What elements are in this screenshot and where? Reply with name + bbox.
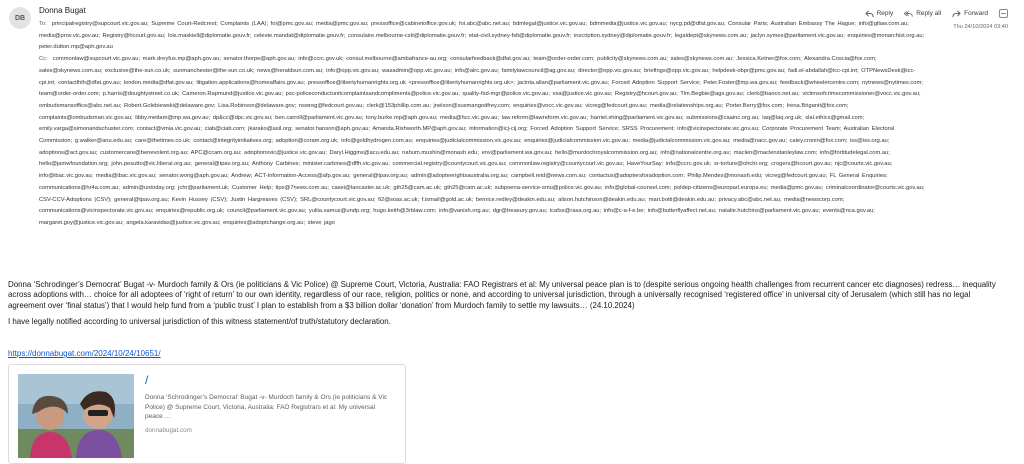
preview-thumbnail (18, 374, 134, 458)
sender-name[interactable]: Donna Bugat (39, 6, 86, 15)
body-paragraph-2: I have legally notified according to universal jurisdiction of this witness statement/of truth/statutory declaration. (8, 317, 391, 327)
avatar[interactable] (9, 7, 31, 29)
forward-button[interactable] (952, 10, 988, 18)
recipients (39, 19, 927, 230)
reply-all-button[interactable] (904, 10, 941, 18)
cc-label: Cc: (39, 56, 48, 63)
timestamp: Thu 24/10/2024 03:40 (953, 24, 1008, 30)
cc-recipients[interactable]: commonlaw@supcourt.vic.gov.au; mark.dreyfus.mp@aph.gov.au; senator.thorpe@aph.gov.au; info@ccrc.gov.uk; consul.melbourne@ambafrance-au.org; consularfeedback@dfat.gov.au; team@order-order.com; publicity@skynews.com.au; sales@skynews.com.au; Jessica.Ketner@fox.com; Alexandra.Coscia@fox.com; sales@skynews.com.au; exclusive@the-sun.co.uk; sunmanchester@the-sun.co.uk; news@heraldsun.com.au; info@opp.vic.gov.au; wasadmin@opp.vic.gov.au; info@alrc.gov.au; familylawcouncil@ag.gov.au; director@opp.vic.gov.au; briefings@opp.vic.gov.au; helpdesk-obpr@pmc.gov.au; fadi.el-abdallah@icc-cpi.int; OTPNewsDesk@icc-cpi.int; contactlhlh@dfat.gov.au; london.media@dfat.gov.au; litigation.applications@homeaffairs.gov.au; pressoffice@libertyhumanrights.org.uk <pressoffice@libertyhumanrights.org.uk>; jacinta.allan@parliament.vic.gov.au; Forced Adoption Support Service; Peter.Foster@mp.wa.gov.au; feedback@wheelercentre.com; nytnews@nytimes.com; team@order-order.com; p.harris@doughtystreet.co.uk; Cameron.Rapmund@justice.vic.gov.au; psc-policeconductunitcomplaintsandcompliments@police.vic.gov.au; quality-fsd-mgr@police.vic.gov.au; vsa@justice.vic.gov.au; Registry@hcourt.gov.au; Tim.Begbie@ags.gov.au; clerk@banco.net.au; victimsofcrimecommissioner@vocc.vic.gov.au; ombudsmansoffice@abc.net.au; Robert.Golebiewski@delaware.gov; Lisa.Robinson@delaware.gov; nswreg@fedcourt.gov.au; clerk@153phillip.com.au; jnelson@susmangodfrey.com; enquiries@vocc.vic.gov.au; vicreg@fedcourt.gov.au; media@relationships.org.au; Porter.Berry@fox.com; Irena.Briganti@fox.com; complaints@ombudsman.vic.gov.au; libby.mettam@mp.wa.gov.au; dp&cc@dpc.vic.gov.au; ben.carroll@parliament.vic.gov.au; tony.burke.mp@aph.gov.au; media@hcc.vic.gov.au; law.reform@lawreform.vic.gov.au; harriet.shing@parliament.vic.gov.au; submissions@caainc.org.au; laq@laq.org.uk; slal.ethics@gmail.com; emily.varga@simonandschuster.com; contact@vmia.vic.gov.au; ciab@ciab.com; jkarako@asil.org; senator.hanson@aph.gov.au; Amanda.Rishworth.MP@aph.gov.au; information@icj-cij.org; Forced Adoption Support Service; SRSS Procurement; info@vicinspectorate.vic.gov.au; Corporate Procurement Team; Australian Electoral Commission; g.walker@anu.edu.au; care@thetimes.co.uk; contact@integrityinitiatives.org; adoption@coram.org.uk; info@goldhydrogen.com.au; enquiries@judicialcommission.vic.gov.au; enquiries@judicialcommission.vic.gov.au; media@judicialcommission.vic.gov.au; media@nacc.gov.au; caley.cronin@fox.com; iss@iss.org.au; adoptions@act.gov.au; customercare@benevolent.org.au; APC@ccam.org.au; adoptionsvic@justice.vic.gov.au; Daryl.Higgins@acu.edu.au; nahum.mushin@monash.edu; env@parliament.wa.gov.au; hello@murdochroyalcommission.org.au; info@nationalcentre.org.au; maclen@maclenstanleylaw.com; info@fortitudelegal.com.au; hello@jamwfoundation.org; john.pesutto@vic.liberal.org.au; general@tpav.org.au; Anthony Carbines; minister.carbines@dffh.vic.gov.au; commercial.registry@countycourt.vic.gov.au; commonlaw.registry@countycourt.vic.gov.au; HaveYourSay; info@ccrc.gov.uk; sr-torture@ohchr.org; crogers@hcourt.gov.au; njc@courts.vic.gov.au; info@ibac.vic.gov.au; media@ibac.vic.gov.au; senator.wong@aph.gov.au; Andrew; ACT-Information-Access@afp.gov.au; general@tpav.org.au; admin@adopteerightsaustralia.org.au; campbell.reid@news.com.au; contactus@adoptersforadoption.com; Philip.Mendes@monash.edu; vicreg@fedcourt.gov.au; FL General Enquiries; communications@hr4a.com.au; admin@untoday.org; jchr@parliament.uk; Customer Help; tips@7news.com.au; casei@lancaster.ac.uk; gth25@cam.ac.uk; gth25@cam.ac.uk; subpoena-service-smu@police.vic.gov.au; info@global-counsel.com; poldep-citizens@europarl.europa.eu; media@pmc.gov.au; criminalcoordinator@courts.vic.gov.au; CSV-CCV-Adoptions (CSV); general@tpav.org.au; Kevin Hussey (CSV); Justin Hargreaves (CSV); SRL@countycourt.vic.gov.au; fi2@soas.ac.uk; f.ismail@gold.ac.uk; bernice.redley@deakin.edu.au; alison.hutchinson@deakin.edu.au; mari.botti@deakin.edu.au; privacy.abc@abc.net.au; media@newscorp.com; communications@vicinspectorate.vic.gov.au; enquiries@republic.org.uk; council@parliament.vic.gov.au; yuliia.samus@undp.org; hugo.keith@3rblaw.com; info@vanish.org.au; dgr@treasury.gov.au; icafss@rasa.org.au; info@c-a-f-e.be; info@butterflyaffect.net.au; natalie.hutchins@parliament.vic.gov.au; events@nca.gov.au; margaret.goy@justice.vic.gov.au; angela.karavidas@justice.vic.gov.au; enquiries@adoptchange.org.au; steve jago (39, 56, 925, 226)
to-recipients[interactable]: principalregistry@supcourt.vic.gov.au; Supreme Court-Redcrest; Complaints (LAA); foi@pmc.gov.au; media@pmc.gov.au; pressoffice@cabinetoffice.gov.uk; foi.abc@abc.net.au; bdmlegal@justice.vic.gov.au; bdmmedia@justice.vic.gov.au; nycg.pd@dfat.gov.au; Consular Paris; Australian Embassy The Hague; info@gtlaw.com.au; media@prov.vic.gov.au; Registry@hcourt.gov.au; lois.maskiell@diplomatie.gouv.fr; celeste.mandat@diplomatie.gouv.fr; consulaire.melbourne-csIt@diplomatie.gouv.fr; etat-civil.sydney-fslt@diplomatie.gouv.fr; inscription.sydney@diplomatie.gouv.fr; legaldept@skynews.com.au; jaclyn.symes@parliament.vic.gov.au; enquiries@monarchist.org.au; peter.dutton.mp@aph.gov.au (39, 21, 925, 51)
forward-label: Forward (964, 10, 988, 17)
body-link[interactable]: https://donnabugat.com/2024/10/24/10651/ (8, 349, 161, 358)
reply-icon (865, 10, 874, 18)
avatar-initials: DB (14, 14, 26, 22)
reply-all-label: Reply all (916, 10, 942, 17)
body-paragraph-1: Donna ‘Schrodinger’s Democrat’ Bugat -v- Murdoch family & Ors (ie politicians & Vic Police) @ Supreme Court, Victoria, Australia: FAO Registrars et al: My universal peace plan is to (despite serious ongoing health challenges from recurrent cancer etc diagnoses) redress… inequality across adoptions with… choice for all adoptees of ‘right of return’ to our own identity, regardless of our race, religion, politics or none, and according to universal jurisdiction, through a universally recognised ‘registered office’ in universal city of Jerusalem (which still has no legal agreement over ‘final status’) that I would help fund from a ‘public trust’ I plan to establish from a $3 billion dollar ‘donation’ from Murdoch family to settle my lawsuits… (24.10.2024) (8, 280, 996, 310)
preview-description: Donna ‘Schrodinger’s Democrat’ Bugat -v- Murdoch family & Ors (ie politicians & Vic Police) @ Supreme Court, Victoria, Australia: FAO Registrars et al: My universal peace … (145, 394, 388, 420)
photo-image (18, 374, 134, 458)
forward-icon (952, 10, 961, 18)
preview-title[interactable]: / (145, 373, 149, 387)
more-options-icon[interactable] (999, 9, 1008, 18)
to-line (39, 19, 927, 54)
reply-label: Reply (876, 10, 894, 17)
link-preview-card[interactable] (8, 364, 406, 464)
to-label: To: (39, 21, 47, 27)
message-body (8, 280, 1008, 334)
reply-all-icon (904, 10, 913, 18)
cc-line (39, 54, 927, 230)
preview-domain: donnabugat.com (145, 427, 192, 434)
reply-button[interactable] (865, 10, 894, 18)
message-actions (865, 9, 1008, 18)
